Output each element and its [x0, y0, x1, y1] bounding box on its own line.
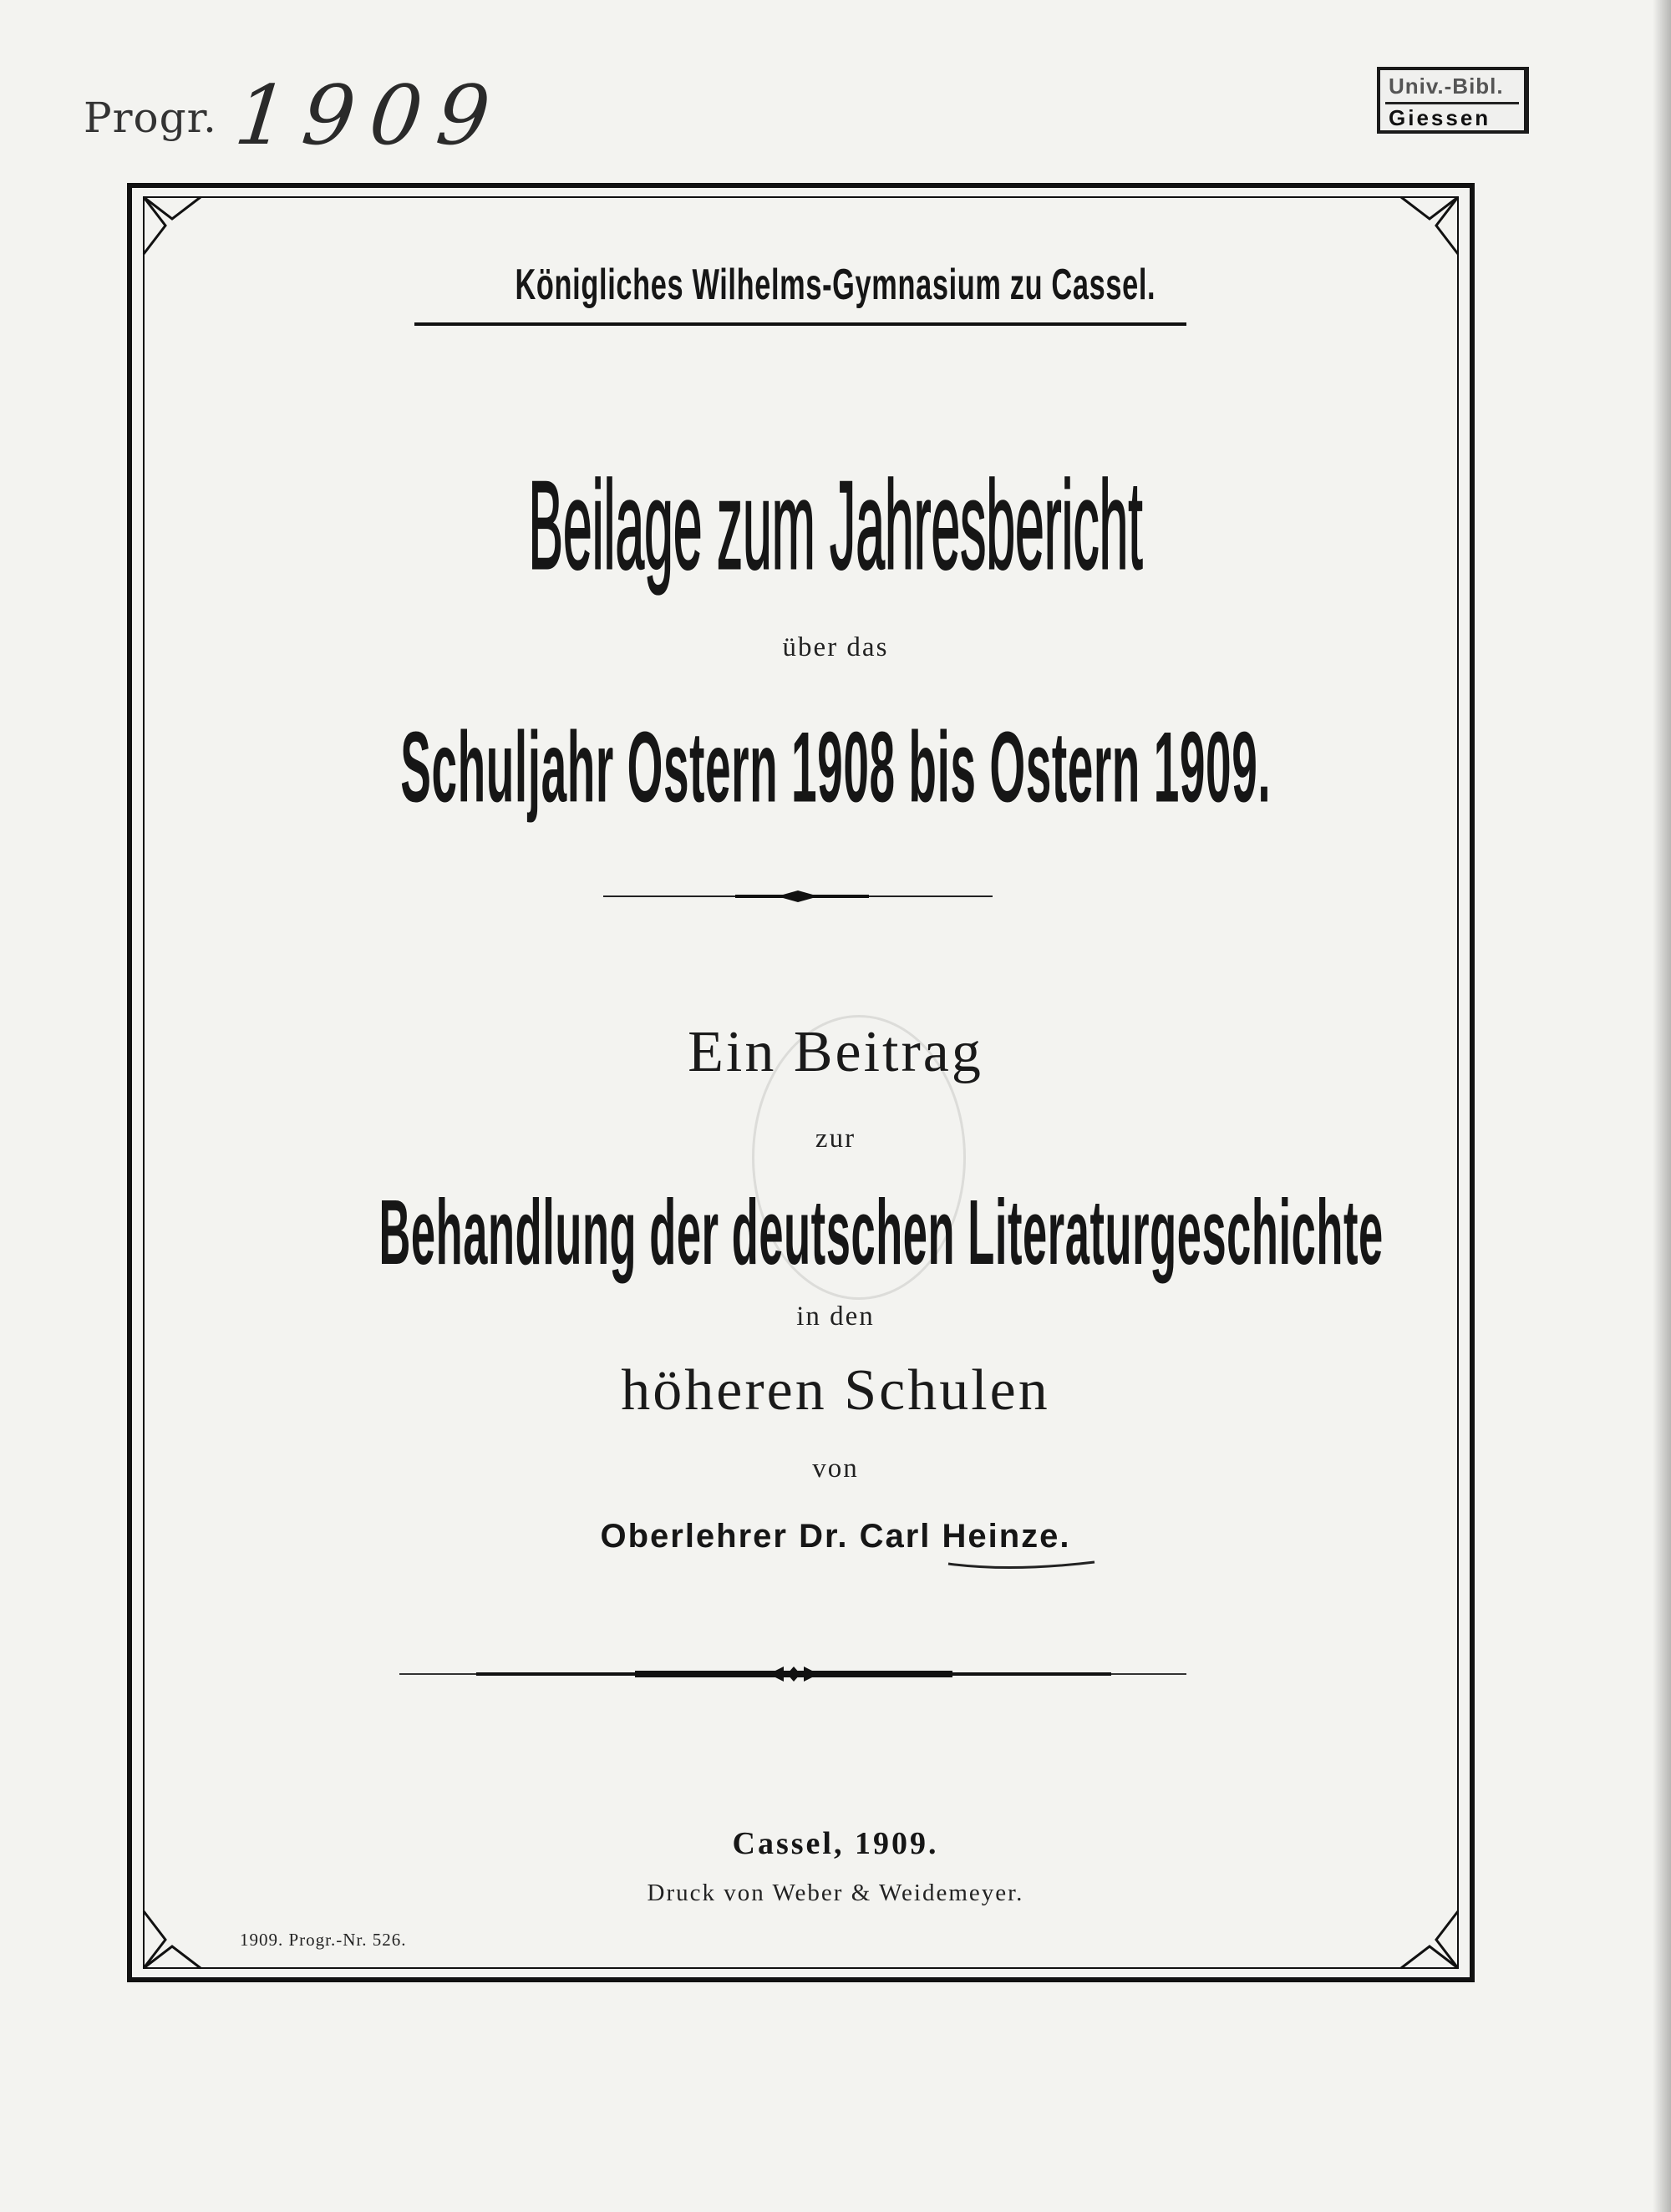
title-line	[0, 455, 1671, 596]
imprint-printer: Druck von Weber & Weidemeyer.	[647, 1880, 1024, 1906]
author-name: Oberlehrer Dr. Carl Heinze.	[600, 1518, 1071, 1555]
divider-ornament-1	[603, 890, 993, 902]
school-name: Königliches Wilhelms-Gymnasium zu Cassel.	[515, 261, 1156, 309]
library-stamp-line1: Univ.-Bibl.	[1389, 74, 1504, 99]
handwritten-year: 1909	[231, 68, 510, 164]
school-name-line	[0, 260, 1671, 310]
zur-text: zur	[815, 1124, 856, 1154]
imprint-place-year: Cassel, 1909.	[732, 1826, 939, 1861]
program-number: 1909. Progr.-Nr. 526.	[240, 1930, 407, 1950]
author-underline	[948, 1562, 1095, 1568]
handwritten-progr-label: Progr.	[84, 94, 217, 142]
divider-ornament-2	[399, 1667, 1186, 1682]
in-den-text: in den	[796, 1301, 875, 1332]
ueber-das-text: über das	[782, 632, 889, 662]
schools-text: höheren Schulen	[621, 1358, 1050, 1423]
subject-line	[0, 1181, 1671, 1285]
school-year: Schuljahr Ostern 1908 bis Ostern 1909.	[400, 711, 1271, 824]
library-stamp-line2: Giessen	[1389, 105, 1491, 130]
school-name-underline	[414, 322, 1186, 326]
school-year-line	[0, 711, 1671, 824]
article-heading: Ein Beitrag	[688, 1020, 983, 1084]
main-title: Beilage zum Jahresbericht	[528, 455, 1143, 596]
von-text: von	[812, 1454, 859, 1484]
subject-title: Behandlung der deutschen Literaturgeschichte	[378, 1181, 1384, 1285]
